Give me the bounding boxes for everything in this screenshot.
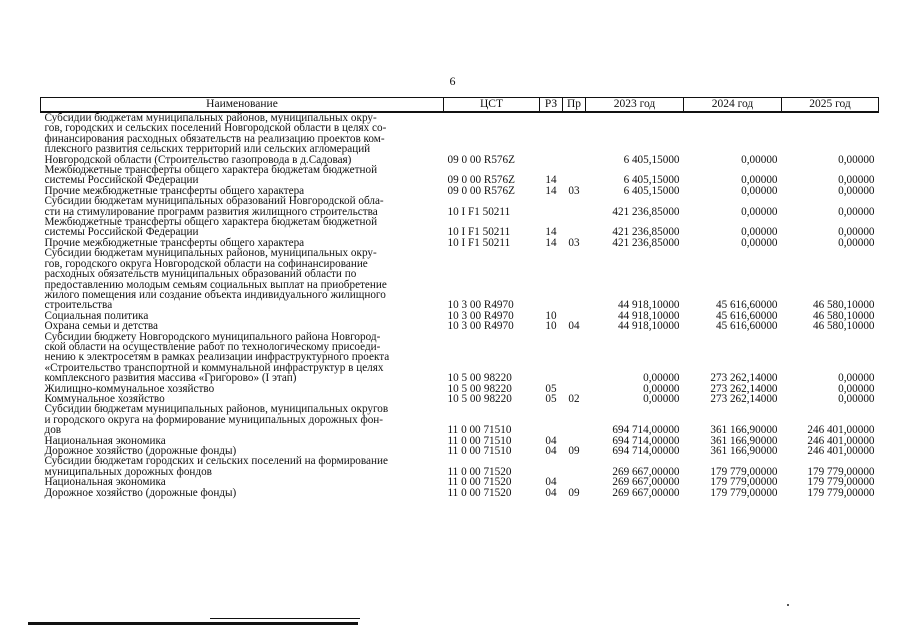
- row-pr: 09: [568, 486, 580, 499]
- table-row: [41, 196, 879, 217]
- row-rz: 04: [545, 445, 557, 457]
- row-value-2024: 361 166,90000: [710, 424, 778, 437]
- row-value-2023: 269 667,00000: [612, 486, 680, 499]
- row-value-2025: 46 580,10000: [812, 309, 875, 322]
- row-pr: [563, 217, 586, 238]
- row-code: 11 0 00 71510: [447, 434, 512, 447]
- row-code: 11 0 00 71520: [447, 476, 512, 489]
- row-code: 10 5 00 98220: [447, 372, 512, 385]
- row-code: 10 3 00 R4970: [447, 309, 514, 322]
- row-value-2024: 361 166,90000: [710, 434, 778, 447]
- row-value-2025: 179 779,00000: [807, 476, 875, 489]
- row-value-2025: 0,00000: [838, 392, 875, 405]
- row-value-2024: 0,00000: [741, 226, 778, 239]
- table-row: [41, 332, 879, 384]
- row-rz: 05: [545, 382, 557, 395]
- row-value-2024: 361 166,90000: [710, 445, 778, 457]
- row-code: 10 5 00 98220: [447, 392, 512, 405]
- row-pr: 02: [568, 392, 580, 405]
- row-value-2023: 269 667,00000: [612, 465, 680, 478]
- row-value-2023: 0,00000: [643, 372, 680, 385]
- row-value-2024: 273 262,14000: [710, 392, 778, 405]
- header-2025: 2025 год: [782, 98, 879, 113]
- row-pr: 09: [568, 445, 580, 457]
- row-value-2023: 6 405,15000: [623, 184, 680, 197]
- row-name: Дорожное хозяйство (дорожные фонды): [44, 445, 237, 457]
- row-code: 09 0 00 R576Z: [447, 153, 515, 166]
- row-value-2023: 421 236,85000: [612, 236, 680, 249]
- row-value-2023: 44 918,10000: [617, 309, 680, 322]
- row-name: Субсидии бюджетам городских и сельских поселений на формирование муниципальных дорожных фондов: [44, 455, 388, 478]
- header-name: Наименование: [41, 98, 444, 113]
- row-value-2025: 46 580,10000: [812, 299, 875, 312]
- row-value-2023: 421 236,85000: [612, 205, 680, 218]
- row-name: Субсидии бюджетам муниципальных районов, муниципальных окру- гов, городского округа Новгородской области на софинансирование расходных обязательств муниципальных образований области по предоставлению молодым семьям социальных выплат на приобретение жилого помещения или создание объекта индивидуального жилищного строительства: [44, 247, 387, 312]
- row-value-2023: 44 918,10000: [617, 320, 680, 333]
- row-value-2025: 179 779,00000: [807, 486, 875, 499]
- row-value-2023: 421 236,85000: [612, 226, 680, 239]
- header-2024: 2024 год: [684, 98, 782, 113]
- row-value-2023: 44 918,10000: [617, 299, 680, 312]
- header-rz: РЗ: [540, 98, 563, 113]
- row-value-2025: 0,00000: [838, 382, 875, 395]
- row-value-2024: 179 779,00000: [710, 476, 778, 489]
- row-code: 09 0 00 R576Z: [447, 184, 515, 197]
- row-rz: 04: [545, 476, 557, 489]
- row-rz: [540, 456, 563, 477]
- row-pr: [563, 112, 586, 165]
- row-value-2024: 0,00000: [741, 236, 778, 249]
- row-pr: 03: [568, 184, 580, 197]
- row-rz: [540, 248, 563, 310]
- row-code: 10 5 00 98220: [447, 382, 512, 395]
- table-row: [41, 112, 879, 165]
- row-value-2024: 0,00000: [741, 205, 778, 218]
- row-code: 10 3 00 R4970: [447, 320, 514, 333]
- row-value-2025: 0,00000: [838, 236, 875, 249]
- row-value-2023: 6 405,15000: [623, 174, 680, 187]
- row-rz: 04: [545, 434, 557, 447]
- row-code: 10 I F1 50211: [447, 236, 511, 249]
- row-rz: 10: [545, 309, 557, 322]
- row-name: Субсидии бюджетам муниципальных районов, муниципальных округов и городского округа на формирование муниципальных дорожных фон- дов: [44, 403, 389, 437]
- table-header-row: [41, 98, 879, 113]
- header-code: ЦСТ: [444, 98, 540, 113]
- row-value-2024: 0,00000: [741, 153, 778, 166]
- header-2023: 2023 год: [586, 98, 684, 113]
- row-value-2024: 273 262,14000: [710, 382, 778, 395]
- row-pr: [563, 332, 586, 384]
- row-pr: [563, 404, 586, 435]
- row-rz: [540, 196, 563, 217]
- row-name: Социальная политика: [44, 309, 149, 322]
- table-row: [41, 456, 879, 477]
- row-code: 10 I F1 50211: [447, 205, 511, 218]
- header-pr: Пр: [563, 98, 586, 113]
- row-value-2024: 0,00000: [741, 174, 778, 187]
- row-value-2023: 694 714,00000: [612, 424, 680, 437]
- row-value-2025: 46 580,10000: [812, 320, 875, 333]
- row-name: Коммунальное хозяйство: [44, 392, 165, 405]
- row-rz: 14: [545, 226, 557, 239]
- table-row: [41, 248, 879, 310]
- row-pr: [563, 456, 586, 477]
- table-row: [41, 321, 879, 331]
- row-name: Субсидии бюджетам муниципальных образований Новгородской обла- сти на стимулирование программ развития жилищного строительства: [44, 195, 384, 218]
- row-value-2025: 0,00000: [838, 226, 875, 239]
- row-rz: 14: [545, 184, 557, 197]
- row-pr: 04: [568, 320, 580, 333]
- row-value-2025: 246 401,00000: [807, 445, 875, 457]
- row-value-2024: 179 779,00000: [710, 486, 778, 499]
- row-value-2025: 179 779,00000: [807, 465, 875, 478]
- table-row: [41, 165, 879, 186]
- row-value-2024: 273 262,14000: [710, 372, 778, 385]
- table-row: [41, 488, 879, 498]
- row-name: Охрана семьи и детства: [44, 320, 158, 333]
- row-pr: [563, 196, 586, 217]
- scan-dot: [787, 604, 789, 606]
- row-value-2025: 0,00000: [838, 205, 875, 218]
- row-name: Межбюджетные трансферты общего характера бюджетам бюджетной системы Российской Федерации: [44, 216, 378, 239]
- row-name: Национальная экономика: [44, 476, 166, 489]
- row-value-2025: 0,00000: [838, 153, 875, 166]
- row-code: 11 0 00 71510: [447, 424, 512, 437]
- row-value-2023: 0,00000: [643, 382, 680, 395]
- row-code: 10 I F1 50211: [447, 226, 511, 239]
- row-code: 11 0 00 71510: [447, 445, 512, 457]
- row-code: 09 0 00 R576Z: [447, 174, 515, 187]
- footer-rule-thin: [210, 618, 360, 619]
- budget-table: [40, 97, 879, 498]
- row-rz: [540, 112, 563, 165]
- row-value-2025: 0,00000: [838, 372, 875, 385]
- row-value-2025: 246 401,00000: [807, 434, 875, 447]
- row-value-2025: 0,00000: [838, 184, 875, 197]
- row-value-2023: 694 714,00000: [612, 434, 680, 447]
- row-value-2024: 0,00000: [741, 184, 778, 197]
- row-value-2023: 0,00000: [643, 392, 680, 405]
- row-rz: 05: [545, 392, 557, 405]
- table-row: [41, 217, 879, 238]
- table-row: [41, 404, 879, 435]
- row-pr: [563, 165, 586, 186]
- row-value-2023: 269 667,00000: [612, 476, 680, 489]
- row-value-2024: 45 616,60000: [715, 299, 778, 312]
- row-code: 10 3 00 R4970: [447, 299, 514, 312]
- row-name: Межбюджетные трансферты общего характера бюджетам бюджетной системы Российской Федерации: [44, 164, 378, 187]
- row-value-2023: 6 405,15000: [623, 153, 680, 166]
- row-rz: 14: [545, 174, 557, 187]
- row-rz: [540, 332, 563, 384]
- row-name: Прочие межбюджетные трансферты общего характера: [44, 184, 305, 197]
- row-value-2025: 0,00000: [838, 174, 875, 187]
- row-name: Дорожное хозяйство (дорожные фонды): [44, 486, 237, 499]
- row-code: 11 0 00 71520: [447, 465, 512, 478]
- row-code: 11 0 00 71520: [447, 486, 512, 499]
- footer-rule: [28, 622, 358, 625]
- row-value-2024: 45 616,60000: [715, 309, 778, 322]
- row-rz: 14: [545, 236, 557, 249]
- row-name: Национальная экономика: [44, 434, 166, 447]
- row-rz: [540, 404, 563, 435]
- page-number: 6: [449, 74, 456, 88]
- row-name: Субсидии бюджету Новгородского муниципального района Новгород- ской области на осуществление работ по технологическому присоеди- нению к электросетям в рамках реализации инфраструктурного проекта «Строительство транспортной и коммунальной инфраструктур в целях комплексного развития массива «Григорово» (I этап): [44, 330, 390, 385]
- row-name: Субсидии бюджетам муниципальных районов, муниципальных окру- гов, городских и сельских поселений Новгородской области в целях со- финансирования расходных обязательств на реализацию проектов ком- плексного развития сельских территорий или сельских агломераций Новгородской области (Строительство газопровода в д.Садовая): [44, 112, 387, 166]
- row-pr: [563, 248, 586, 310]
- row-rz: 10: [545, 320, 557, 333]
- row-value-2023: 694 714,00000: [612, 445, 680, 457]
- row-rz: 04: [545, 486, 557, 499]
- row-name: Прочие межбюджетные трансферты общего характера: [44, 236, 305, 249]
- row-value-2024: 179 779,00000: [710, 465, 778, 478]
- row-pr: 03: [568, 236, 580, 249]
- row-value-2024: 45 616,60000: [715, 320, 778, 333]
- row-name: Жилищно-коммунальное хозяйство: [44, 382, 215, 395]
- row-value-2025: 246 401,00000: [807, 424, 875, 437]
